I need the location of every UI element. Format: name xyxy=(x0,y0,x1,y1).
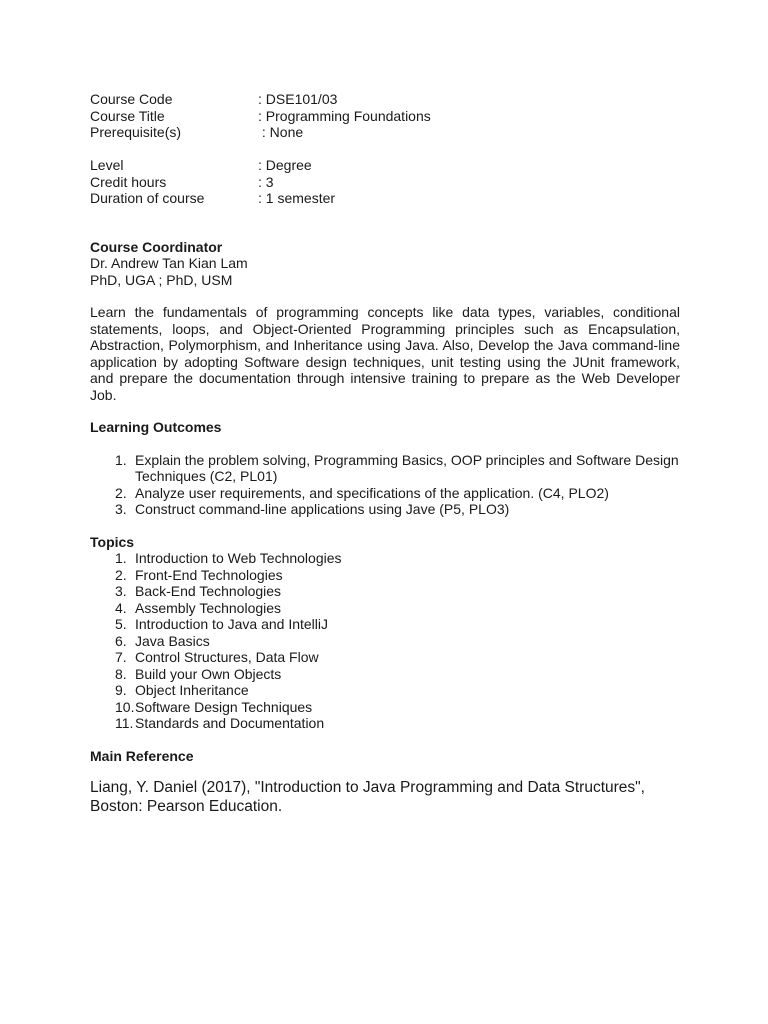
topic-item xyxy=(90,583,680,600)
coordinator-heading: Course Coordinator xyxy=(90,238,223,255)
main-reference xyxy=(90,778,680,816)
topics-list xyxy=(90,550,680,732)
coordinator-name: Dr. Andrew Tan Kian Lam xyxy=(90,255,248,271)
list-number: 5. xyxy=(115,616,127,632)
list-number: 3. xyxy=(115,501,127,517)
spacer xyxy=(90,141,680,158)
topic-item xyxy=(90,600,680,617)
topic-item xyxy=(90,633,680,650)
info-label: Level xyxy=(90,157,124,173)
reference-line-1: Liang, Y. Daniel (2017), "Introduction to Java Programming and Data Structures", xyxy=(90,779,645,796)
learning-outcome-item xyxy=(90,501,680,518)
topic-item xyxy=(90,567,680,584)
topic-item xyxy=(90,550,680,567)
coordinator-qualifications: PhD, UGA ; PhD, USM xyxy=(90,271,233,288)
topics-heading: Topics xyxy=(90,533,135,550)
learning-outcomes-list xyxy=(90,452,680,518)
list-number: 4. xyxy=(115,599,127,616)
info-label: Course Code xyxy=(90,91,173,107)
course-coordinator xyxy=(90,239,680,289)
reference-line-2: Boston: Pearson Education. xyxy=(90,798,283,815)
info-value: : 3 xyxy=(258,173,274,190)
info-row xyxy=(90,157,680,174)
list-text: Build your Own Objects xyxy=(135,665,282,682)
topic-item xyxy=(90,649,680,666)
list-number: 10. xyxy=(115,698,135,715)
list-number: 2. xyxy=(115,566,127,583)
info-value: : Degree xyxy=(258,157,312,173)
info-value: : Programming Foundations xyxy=(258,107,431,124)
topic-item xyxy=(90,699,680,716)
info-label: Course Title xyxy=(90,107,165,124)
list-number: 6. xyxy=(115,632,127,649)
list-text: Analyze user requirements, and specifications of the application. (C4, PLO2) xyxy=(135,484,609,501)
learning-outcome-item xyxy=(90,485,680,502)
list-text: Front-End Technologies xyxy=(135,566,283,583)
course-info-group-1 xyxy=(90,91,680,141)
list-text: Explain the problem solving, Programming Basics, OOP principles and Software Design Techniques (C2, PL01) xyxy=(135,451,679,484)
list-text: Java Basics xyxy=(135,632,210,649)
info-row xyxy=(90,174,680,191)
list-number: 11. xyxy=(115,715,134,731)
learning-outcome-item xyxy=(90,452,680,485)
list-text: Object Inheritance xyxy=(135,682,249,698)
info-row xyxy=(90,190,680,207)
document-page xyxy=(90,91,680,816)
list-number: 3. xyxy=(115,583,127,599)
list-number: 7. xyxy=(115,649,127,665)
list-text: Control Structures, Data Flow xyxy=(135,649,319,665)
topic-item xyxy=(90,715,680,732)
main-reference-heading: Main Reference xyxy=(90,747,194,764)
info-row xyxy=(90,91,680,108)
info-label: Credit hours xyxy=(90,173,167,190)
topic-item xyxy=(90,616,680,633)
info-label: Duration of course xyxy=(90,190,205,206)
list-text: Back-End Technologies xyxy=(135,583,282,599)
list-text: Introduction to Web Technologies xyxy=(135,550,342,566)
list-text: Assembly Technologies xyxy=(135,599,282,616)
list-number: 8. xyxy=(115,665,127,682)
list-text: Software Design Techniques xyxy=(135,698,313,715)
info-row xyxy=(90,108,680,125)
topic-item xyxy=(90,682,680,699)
list-text: Introduction to Java and IntelliJ xyxy=(135,616,329,632)
info-row xyxy=(90,124,680,141)
info-label: Prerequisite(s) xyxy=(90,124,182,140)
info-value: : 1 semester xyxy=(258,190,336,206)
course-info-group-2 xyxy=(90,157,680,207)
course-info xyxy=(90,91,680,207)
info-value: : None xyxy=(258,124,304,140)
list-text: Standards and Documentation xyxy=(135,715,325,731)
list-text: Construct command-line applications using Jave (P5, PLO3) xyxy=(135,501,510,517)
list-number: 9. xyxy=(115,682,127,698)
list-number: 1. xyxy=(115,550,127,566)
learning-outcomes-heading: Learning Outcomes xyxy=(90,419,222,435)
info-value: : DSE101/03 xyxy=(258,91,338,107)
course-description: Learn the fundamentals of programming concepts like data types, variables, conditional statements, loops, and Object-Oriented Programming principles such as Encapsulation, Abstraction, Polymorphism, and Inheritance using Java. Also, Develop the Java command-line application by adopting Software design techniques, unit testing using the JUnit framework, and prepare the documentation through intensive training to prepare as the Web Developer Job. xyxy=(90,304,680,403)
topic-item xyxy=(90,666,680,683)
list-number: 2. xyxy=(115,484,127,501)
list-number: 1. xyxy=(115,451,127,468)
